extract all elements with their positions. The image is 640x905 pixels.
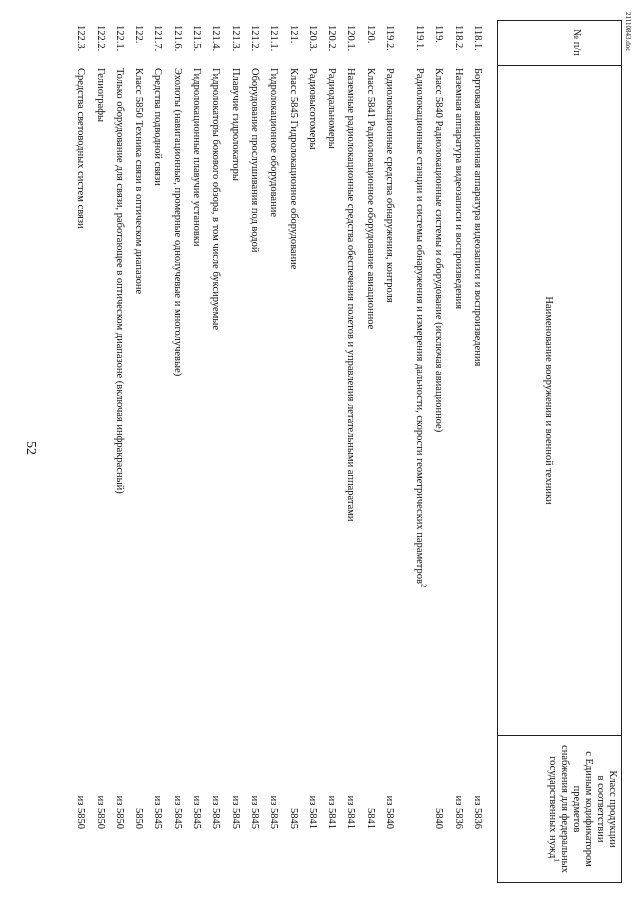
- footer-code: 21110843.doc: [624, 12, 632, 52]
- row-number: 120.2.: [326, 25, 338, 52]
- row-number: 119.: [433, 25, 445, 43]
- table-row: [91, 25, 109, 881]
- table-row: [284, 25, 302, 881]
- row-name: Гелиографы: [94, 68, 106, 123]
- row-name: Средства подводной связи: [152, 68, 164, 186]
- row-number: 119.2.: [384, 25, 396, 51]
- row-name: Средства световодных систем связи: [75, 68, 87, 229]
- row-class-code: 5850: [133, 808, 145, 829]
- row-name: Класс 5850 Техника связи в оптическом диапазоне: [133, 68, 145, 295]
- table-row: [245, 25, 263, 881]
- row-class-code: 5841: [364, 808, 376, 829]
- table-row: [449, 25, 467, 881]
- table-row: [361, 25, 379, 881]
- header-class-line: государственных нужд$^1$: [547, 756, 561, 862]
- row-name: Радиолокационные станции и системы обнаружения и измерения дальности, скорости геометрических параметров$^2$: [414, 68, 428, 588]
- row-name: Класс 5841 Радиолокационное оборудование авиационное: [364, 68, 376, 330]
- table-row: [303, 25, 321, 881]
- table-left-border: [497, 20, 622, 21]
- row-number: 118.2.: [452, 25, 464, 51]
- row-number: 121.4.: [210, 25, 222, 52]
- row-number: 120.: [364, 25, 376, 44]
- table-row: [129, 25, 147, 881]
- row-class-code: из 5841: [326, 795, 338, 829]
- header-name: Наименование вооружения и военной техники: [543, 296, 554, 505]
- footnote-marker: 2: [419, 583, 428, 588]
- row-name: Радиовысотомеры: [306, 68, 318, 150]
- row-number: 122.1.: [113, 25, 125, 52]
- table-top-border: [621, 20, 622, 883]
- table-row: [168, 25, 186, 881]
- row-class-code: из 5841: [306, 795, 318, 829]
- col-divider-1: [497, 65, 622, 66]
- row-number: 119.1.: [414, 25, 426, 51]
- row-class-code: 5845: [287, 808, 299, 829]
- row-name: Бортовая авиационная аппаратура видеозаписи и воспроизведения: [472, 68, 483, 367]
- row-class-code: из 5840: [384, 795, 396, 829]
- row-name: Радиодальномеры: [326, 68, 338, 149]
- row-class-code: из 5850: [94, 795, 106, 829]
- row-name: Эхолоты (навигационные, промерные однолучевые и многолучевые): [171, 68, 183, 377]
- row-number: 121.2.: [249, 25, 260, 52]
- table-row: [71, 25, 89, 881]
- row-name: Наземные радиолокационные средства обеспечения полетов и управления летательными аппаратами: [345, 68, 357, 522]
- row-number: 121.6.: [171, 25, 183, 52]
- table-right-border: [497, 882, 622, 883]
- row-name: Оборудование прослушивания под водой: [249, 68, 260, 253]
- row-class-code: из 5850: [113, 795, 125, 829]
- row-class-code: из 5845: [249, 795, 260, 829]
- row-class-code: из 5836: [472, 795, 483, 829]
- row-class-code: из 5845: [171, 795, 183, 829]
- header-class-line: в соответствии: [595, 775, 606, 843]
- row-name: Класс 5845 Гидролокационное оборудование: [287, 68, 299, 270]
- row-name: Класс 5840 Радиолокационные системы и оборудование (исключая авиационное): [433, 68, 445, 433]
- header-class: [546, 736, 618, 882]
- table-row: [206, 25, 224, 881]
- row-name: Гидролокационное оборудование: [268, 68, 280, 217]
- row-class-code: из 5850: [75, 795, 87, 829]
- row-class-code: из 5841: [345, 795, 357, 829]
- row-number: 122.3.: [75, 25, 87, 52]
- table-row: [380, 25, 398, 881]
- page-number: 52: [23, 441, 38, 455]
- row-name: Плавучие гидролокаторы: [229, 68, 241, 181]
- table-row: [429, 25, 447, 881]
- row-name: Радиолокационные средства обнаружения, контроля: [384, 68, 396, 303]
- row-number: 121.1.: [268, 25, 280, 52]
- row-number: 120.3.: [306, 25, 318, 52]
- row-number: 121.5.: [191, 25, 203, 52]
- row-class-code: из 5845: [191, 795, 203, 829]
- row-number: 120.1.: [345, 25, 357, 52]
- row-number: 121.7.: [152, 25, 164, 52]
- row-name: Гидролокационные плавучие установки: [191, 68, 203, 247]
- row-name: Гидролокаторы бокового обзора, в том числе буксируемые: [210, 68, 222, 330]
- row-name: Наземная аппаратура видеозаписи и воспроизведения: [452, 68, 464, 310]
- row-number: 118.1.: [472, 25, 483, 51]
- row-number: 121.: [287, 25, 299, 44]
- header-bottom-border: [497, 20, 498, 883]
- table-row: [149, 25, 167, 881]
- row-class-code: из 5836: [452, 795, 464, 829]
- header-class-line: Класс продукции: [607, 770, 618, 848]
- table-row: [226, 25, 244, 881]
- table-row: [398, 25, 428, 881]
- header-class-line: с Единым кодификатором предметов: [571, 751, 594, 867]
- row-number: 122.: [133, 25, 145, 44]
- row-number: 121.3.: [229, 25, 241, 52]
- row-class-code: из 5845: [229, 795, 241, 829]
- row-class-code: 5840: [433, 808, 445, 829]
- header-num: № п/п: [571, 29, 582, 56]
- table-row: [264, 25, 282, 881]
- row-class-code: из 5845: [210, 795, 222, 829]
- header-class-line: снабжения для федеральных: [559, 745, 570, 873]
- row-class-code: из 5845: [268, 795, 280, 829]
- table-row: [110, 25, 128, 881]
- row-class-code: из 5845: [152, 795, 164, 829]
- table-row: [187, 25, 205, 881]
- row-number: 122.2.: [94, 25, 106, 52]
- row-name: Только оборудование для связи, работающее в оптическом диапазоне (включая инфракрасный): [113, 68, 125, 494]
- table-row: [342, 25, 360, 881]
- table-row: [468, 25, 486, 881]
- table-row: [322, 25, 340, 881]
